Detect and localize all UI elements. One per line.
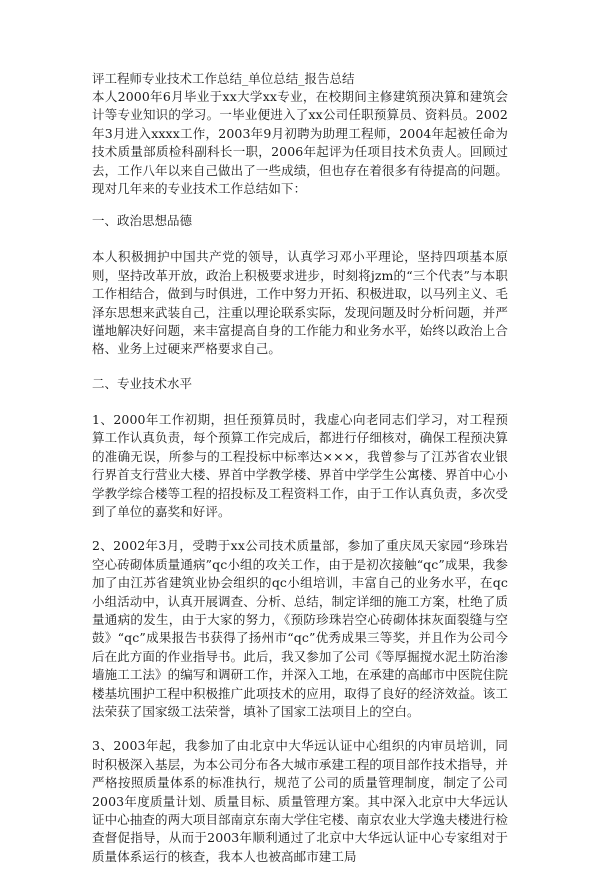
- technical-paragraph-2: 2、2002年3月，受聘于xx公司技术质量部，参加了重庆凤天家园“珍珠岩空心砖砌体质量通病”qc小组的攻关工作，由于是初次接触“qc”成果，我参加了由江苏省建筑业协会组织的qc小组培训，丰富自己的业务水平，在qc小组活动中，认真开展调查、分析、总结，制定详细的施工方案，杜绝了质量通病的发生，由于大家的努力，《预防珍珠岩空心砖砌体抹灰面裂缝与空鼓》“qc”成果报告书获得了扬州市“qc”优秀成果三等奖，并且作为公司今后在此方面的作业指导书。此后，我又参加了公司《等厚掘搅水泥土防治渗墙施工工法》的编写和调研工作，并深入工地，在承建的高邮市中医院住院楼基坑围护工程中积极推广此项技术的应用，取得了良好的经济效益。该工法荣获了国家级工法荣誉，填补了国家工法项目上的空白。: [92, 538, 508, 719]
- section-heading-technical: 二、专业技术水平: [92, 375, 193, 391]
- document-title: 评工程师专业技术工作总结_单位总结_报告总结: [92, 71, 355, 86]
- document-page: [92, 70, 508, 882]
- politics-paragraph: 本人积极拥护中国共产党的领导，认真学习邓小平理论，坚持四项基本原则，坚持改革开放，政治上积极要求进步，时刻将jzm的“三个代表”与本职工作相结合，做到与时俱进，工作中努力开拓、积极进取，以马列主义、毛泽东思想来武装自己，注重以理论联系实际，发现问题及时分析问题，并严谨地解决好问题，来丰富提高自身的工作能力和业务水平，始终以政治上合格、业务上过硬来严格要求自己。: [92, 249, 508, 357]
- section-heading-politics: 一、政治思想品德: [92, 213, 193, 229]
- intro-paragraph: 本人2000年6月毕业于xx大学xx专业，在校期间主修建筑预决算和建筑会计等专业知识的学习。一毕业便进入了xx公司任职预算员、资料员。2002年3月进入xxxx工作，2003年9月初聘为助理工程师，2004年起被任命为技术质量部质检科副科长一职，2006年起评为任项目技术负责人。回顾过去，工作八年以来自己做出了一些成绩，但也存在着很多有待提高的问题。现对几年来的专业技术工作总结如下：: [92, 89, 508, 197]
- technical-paragraph-1: 1、2000年工作初期，担任预算员时，我虚心向老同志们学习，对工程预算工作认真负责，每个预算工作完成后，都进行仔细核对，确保工程预决算的准确无误，所参与的工程投标中标率达×××，我曾参与了江苏省农业银行界首支行营业大楼、界首中学教学楼、界首中学学生公寓楼、界首中心小学教学综合楼等工程的招投标及工程资料工作，由于工作认真负责，多次受到了单位的嘉奖和好评。: [92, 411, 508, 519]
- technical-paragraph-3: 3、2003年起，我参加了由北京中大华远认证中心组织的内审员培训，同时积极深入基层，为本公司分布各大城市承建工程的项目部作技术指导，并严格按照质量体系的标准执行，规范了公司的质量管理制度，制定了公司2003年度质量计划、质量目标、质量管理方案。其中深入北京中大华远认证中心抽查的两大项目部南京东南大学住宅楼、南京农业大学逸夫楼进行检查督促指导，从而于2003年顺利通过了北京中大华远认证中心专家组对于质量体系运行的核查，我本人也被高邮市建工局: [92, 738, 508, 864]
